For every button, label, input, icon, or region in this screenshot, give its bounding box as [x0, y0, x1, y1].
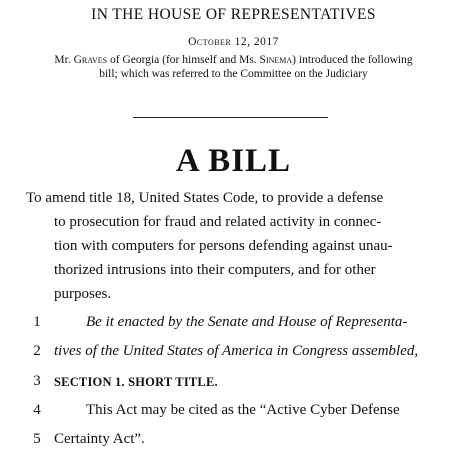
enacting-clause-line: Be it enacted by the Senate and House of Representa-: [86, 314, 408, 330]
line-number: 4: [33, 402, 41, 418]
header-divider: [133, 117, 328, 118]
purpose-line: To amend title 18, United States Code, to provide a defense: [26, 190, 384, 206]
introduction-statement: [0, 53, 467, 81]
purpose-line: purposes.: [54, 286, 112, 302]
intro-text-b: of Georgia (for himself and Ms.: [107, 54, 260, 66]
cosponsor-name: Sinema: [259, 54, 293, 66]
line-number: 3: [33, 373, 41, 389]
introduction-line-1: [0, 53, 467, 67]
bill-line: [0, 343, 467, 367]
intro-text-a: Mr.: [54, 54, 74, 66]
bill-line: [0, 314, 467, 338]
sponsor-name: Graves: [73, 54, 108, 66]
bill-line: [0, 402, 467, 426]
bill-line: [0, 373, 467, 397]
line-number: 5: [33, 431, 41, 447]
intro-text-c: ) introduced the following: [292, 54, 413, 66]
section-text-line: This Act may be cited as the “Active Cyber Defense: [86, 402, 400, 418]
purpose-line: to prosecution for fraud and related activity in connec-: [54, 214, 382, 230]
purpose-line: tion with computers for persons defending against unau-: [54, 238, 393, 254]
line-number: 1: [33, 314, 41, 330]
introduction-line-2: bill; which was referred to the Committee on the Judiciary: [99, 68, 368, 80]
section-heading: SECTION 1. SHORT TITLE.: [54, 375, 218, 389]
section-text-line: Certainty Act”.: [54, 431, 145, 447]
line-number: 2: [33, 343, 41, 359]
enacting-clause-line: tives of the United States of America in Congress assembled,: [54, 343, 419, 359]
introduction-date: October 12, 2017: [188, 36, 279, 48]
bill-title: A BILL: [175, 143, 292, 179]
purpose-line: thorized intrusions into their computers, and for other: [54, 262, 376, 278]
chamber-heading: IN THE HOUSE OF REPRESENTATIVES: [91, 6, 376, 23]
bill-line: [0, 431, 467, 455]
